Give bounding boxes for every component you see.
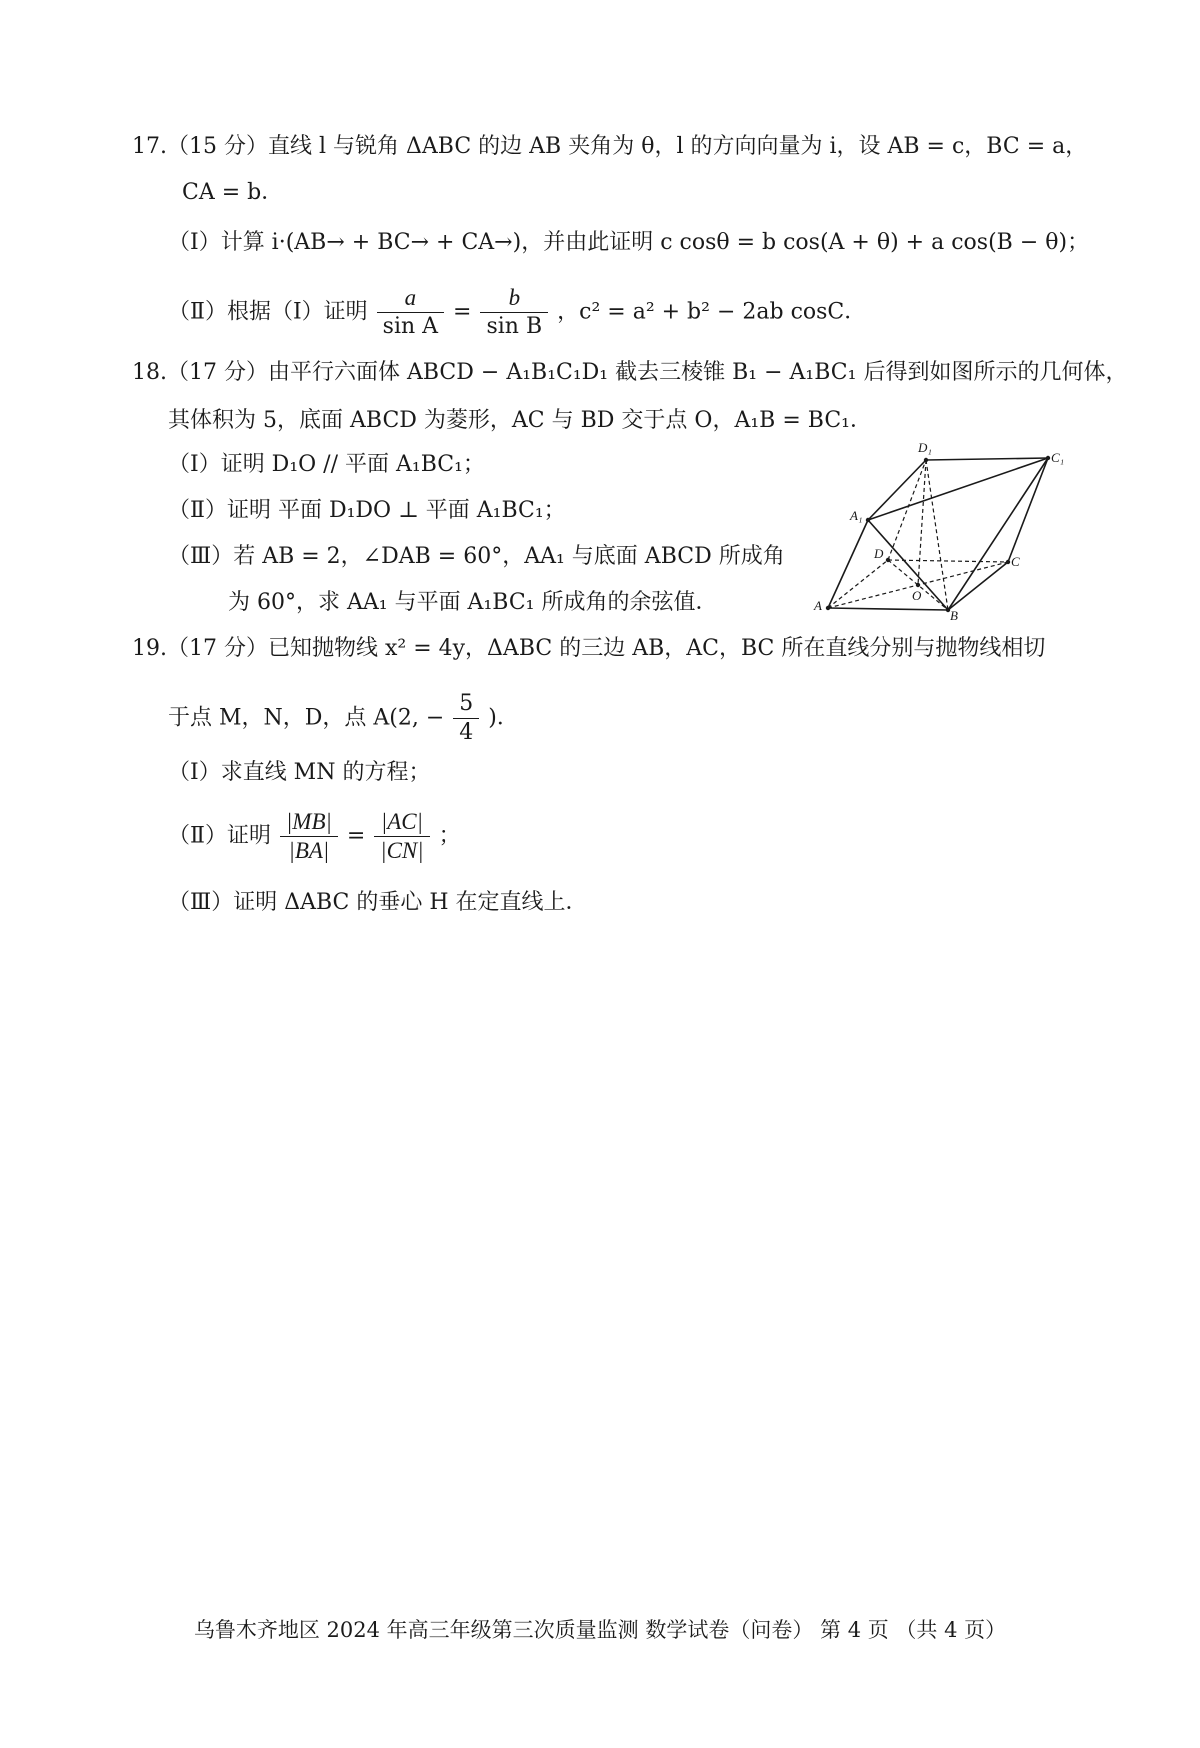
point-A	[826, 606, 830, 610]
q19-frac-numerator: 5	[453, 690, 479, 719]
label-A1: A₁	[850, 508, 863, 523]
edge-A1-D1	[868, 460, 926, 520]
edge-D1-C1	[926, 458, 1048, 460]
q19-part2-equals: =	[346, 823, 366, 849]
q17-part2-equals: =	[453, 299, 472, 325]
q19-part2	[168, 808, 461, 865]
edge-D1-B-hidden	[926, 460, 948, 610]
q17-part1: （Ⅰ）计算 i·(AB→ + BC→ + CA→)，并由此证明 c cosθ = b cos(A + θ) + a cos(B − θ)；	[168, 230, 1090, 255]
q17-frac2-numerator: b	[480, 284, 548, 313]
q18-geometry-figure	[808, 440, 1068, 620]
q19-stem-line2	[168, 690, 519, 747]
q17-frac2-denominator: sin B	[486, 314, 543, 339]
edge-C1-B	[948, 458, 1048, 610]
label-C1: C₁	[1051, 450, 1065, 465]
label-D1: D₁	[918, 440, 932, 455]
edge-A-B	[828, 608, 948, 610]
label-D: D	[874, 546, 884, 561]
q19-frac1-numerator: |MB|	[280, 808, 338, 837]
q17-stem-line1: 17.（15 分）直线 l 与锐角 ΔABC 的边 AB 夹角为 θ，l 的方向向量为 i，设 AB = c，BC = a，	[132, 134, 1088, 159]
q19-part2-prefix: （Ⅱ）证明	[168, 823, 271, 849]
q18-part1: （Ⅰ）证明 D₁O // 平面 A₁BC₁；	[168, 452, 485, 477]
q19-part2-suffix: ；	[438, 823, 461, 849]
q19-stem2-suffix: )．	[488, 705, 519, 731]
q19-frac2-denominator: |CN|	[380, 838, 424, 863]
q19-stem-line1: 19.（17 分）已知抛物线 x² = 4y，ΔABC 的三边 AB，AC，BC 所在直线分别与抛物线相切	[132, 636, 1046, 661]
q19-part3: （Ⅲ）证明 ΔABC 的垂心 H 在定直线上．	[168, 890, 588, 915]
q19-frac2-numerator: |AC|	[374, 808, 429, 837]
point-D	[886, 558, 890, 562]
edge-A-A1	[828, 520, 868, 608]
q19-frac-MB-over-BA	[280, 808, 338, 865]
point-D1	[924, 458, 928, 462]
q19-part1: （Ⅰ）求直线 MN 的方程；	[168, 760, 431, 785]
q17-part2-suffix: ，c² = a² + b² − 2ab cosC．	[557, 299, 867, 325]
point-A1	[866, 518, 870, 522]
edge-A1-C1	[868, 458, 1048, 520]
q19-frac-denominator: 4	[459, 720, 474, 745]
q18-stem-line1: 18.（17 分）由平行六面体 ABCD − A₁B₁C₁D₁ 截去三棱锥 B₁ − A₁BC₁ 后得到如图所示的几何体，	[132, 360, 1128, 385]
q19-frac-5-over-4	[453, 690, 479, 747]
q17-part2-prefix: （Ⅱ）根据（Ⅰ）证明	[168, 299, 368, 325]
label-C: C	[1011, 554, 1020, 569]
q18-part3-line1: （Ⅲ）若 AB = 2，∠DAB = 60°，AA₁ 与底面 ABCD 所成角	[168, 544, 785, 569]
q17-part2	[168, 284, 866, 341]
q18-part3-line2: 为 60°，求 AA₁ 与平面 A₁BC₁ 所成角的余弦值．	[228, 590, 718, 615]
point-C	[1006, 560, 1010, 564]
q18-stem-line2: 其体积为 5，底面 ABCD 为菱形，AC 与 BD 交于点 O，A₁B = BC₁．	[168, 408, 872, 433]
label-O: O	[912, 588, 922, 603]
q19-frac1-denominator: |BA|	[288, 838, 330, 863]
q17-frac1-numerator: a	[377, 284, 444, 313]
q19-frac-AC-over-CN	[374, 808, 429, 865]
q18-part2: （Ⅱ）证明 平面 D₁DO ⊥ 平面 A₁BC₁；	[168, 498, 566, 523]
point-C1	[1046, 456, 1050, 460]
page-footer: 乌鲁木齐地区 2024 年高三年级第三次质量监测 数学试卷（问卷） 第 4 页 （共 4 页）	[193, 1618, 1007, 1642]
q17-frac1-denominator: sin A	[382, 314, 439, 339]
q19-stem2-prefix: 于点 M，N，D，点 A(2, −	[168, 705, 445, 731]
label-A: A	[814, 598, 822, 613]
q17-stem-line2: CA = b．	[182, 180, 284, 205]
q17-frac-b-over-sinB	[480, 284, 548, 341]
q17-frac-a-over-sinA	[377, 284, 444, 341]
edge-A1-B	[868, 520, 948, 610]
point-O	[916, 583, 920, 587]
label-B: B	[950, 608, 958, 620]
